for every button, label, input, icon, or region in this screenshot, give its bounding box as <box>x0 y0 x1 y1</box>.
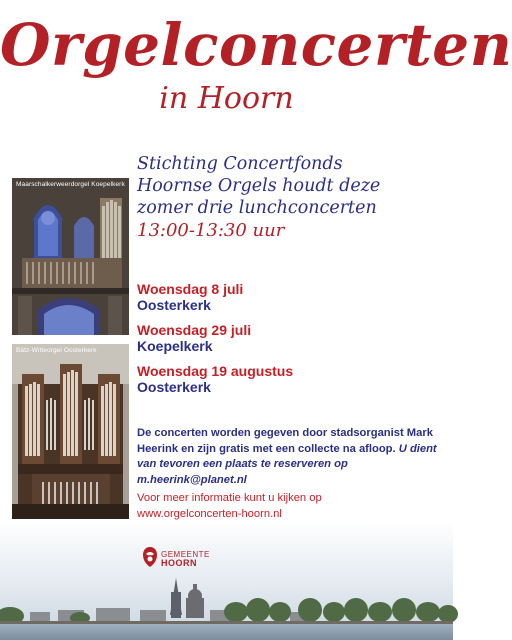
event-date: Woensdag 19 augustus <box>137 363 294 379</box>
reservation-note: U dient van tevoren een plaats te reserveren op m.heerink@planet.nl <box>137 442 437 486</box>
intro-line-3: zomer drie lunchconcerten <box>137 198 377 218</box>
photo-caption-koepelkerk: Maarschalkerweerdorgel Koepelkerk <box>16 181 125 188</box>
intro-text <box>137 153 447 242</box>
event-item <box>137 322 447 354</box>
event-church: Oosterkerk <box>137 297 211 313</box>
concert-time: 13:00-13:30 uur <box>137 220 285 241</box>
organ-illustration-2 <box>12 344 129 519</box>
poster-title: Orgelconcerten <box>0 11 512 79</box>
hoorn-crest-icon <box>141 546 159 568</box>
more-info-text: Voor meer informatie kunt u kijken op <box>137 492 322 504</box>
organ-illustration-1 <box>12 178 129 335</box>
koepelkerk-organ-photo <box>12 178 129 335</box>
event-church: Koepelkerk <box>137 338 213 354</box>
website-link[interactable]: www.orgelconcerten-hoorn.nl <box>137 508 282 520</box>
event-date: Woensdag 8 juli <box>137 281 244 297</box>
info-text: De concerten worden gegeven door stadsorganist Mark Heerink en zijn gratis met een collecte na afloop. <box>137 427 433 455</box>
event-list <box>137 281 447 404</box>
concert-info <box>137 426 449 488</box>
poster-subtitle: in Hoorn <box>159 81 294 116</box>
photo-caption-oosterkerk: Bätz-Witteorgel Oosterkerk <box>16 347 97 354</box>
more-info <box>137 490 449 522</box>
hoorn-skyline-image <box>0 520 453 640</box>
intro-line-1: Stichting Concertfonds <box>137 154 343 174</box>
event-date: Woensdag 29 juli <box>137 322 252 338</box>
event-item <box>137 363 447 395</box>
logo-line-hoorn: HOORN <box>161 558 197 568</box>
event-church: Oosterkerk <box>137 379 211 395</box>
oosterkerk-organ-photo <box>12 344 129 519</box>
logo-line-gemeente: GEMEENTE <box>161 550 210 559</box>
gemeente-hoorn-logo <box>141 546 231 570</box>
intro-line-2: Hoornse Orgels houdt deze <box>137 176 381 196</box>
event-item <box>137 281 447 313</box>
